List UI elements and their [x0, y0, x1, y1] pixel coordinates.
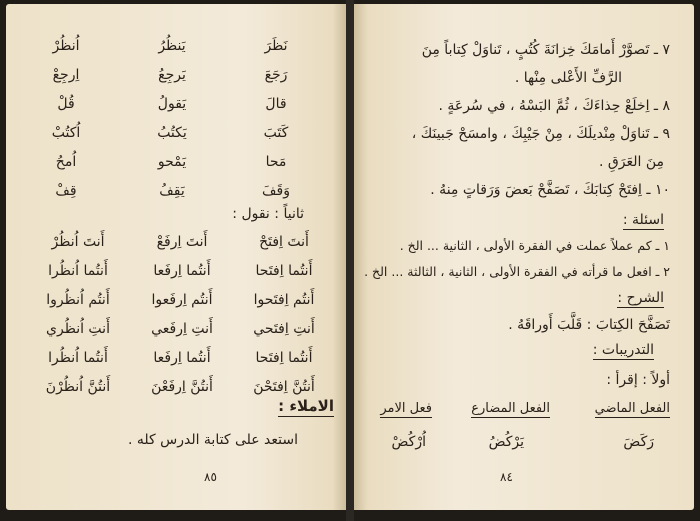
line-8: ٨ ـ اِخلَعْ حِذاءَكَ ، ثُمَّ البَسْهُ ، في سُرعَةٍ .	[438, 98, 670, 114]
table-cell: يَرجِعُ	[158, 67, 186, 83]
sharh-heading: الشرح :	[617, 290, 664, 306]
table-cell: أَنتُم اِفتَحوا	[253, 292, 315, 308]
table-cell: اُنظُرْ	[52, 38, 80, 54]
example-mudari: يَرْكُضُ	[488, 434, 524, 450]
line-9a: ٩ ـ تَناوَلْ مِنْديلَكَ ، مِنْ جَيْبِكَ ، وامسَحْ جَبينَكَ ،	[411, 126, 670, 142]
table-cell: أَنتُما اِفتَحا	[255, 263, 313, 279]
table-cell: أَنتَ اُنظُرْ	[51, 234, 105, 250]
table-cell: رَجَعَ	[264, 67, 288, 83]
question-1: ١ ـ كم عملاً عملت في الفقرة الأولى ، الثانية ... الخ .	[399, 238, 670, 253]
col-header-madi: الفعل الماضي	[594, 401, 670, 416]
sharh-text: تَصَفَّحَ الكِتابَ : قَلَّبَ أَوراقَهُ .	[508, 317, 670, 333]
table-cell: يَمْحو	[157, 154, 187, 170]
pron-table-column	[28, 228, 128, 402]
table-cell: أَنتُما اِفتَحا	[255, 350, 313, 366]
table-cell: أَنتِ اِفتَحي	[253, 321, 315, 337]
table-cell: يَقولُ	[157, 96, 187, 112]
table-cell: يَقِفُ	[159, 183, 185, 199]
table-cell: مَحا	[265, 154, 287, 170]
col-header-amr: فعل الامر	[380, 401, 432, 416]
table-cell: كَتَبَ	[263, 125, 289, 141]
table-cell: قِفْ	[55, 183, 77, 199]
thaniyan-label: ثانياً : نقول :	[232, 206, 304, 222]
imla-text: استعد على كتابة الدرس كله .	[127, 432, 298, 448]
col-header-mudari: الفعل المضارع	[471, 401, 550, 416]
imla-heading: الاملاء :	[278, 397, 334, 415]
right-page	[354, 4, 694, 510]
tadribat-heading: التدريبات :	[592, 342, 654, 358]
table-cell: اِرجِعْ	[52, 67, 80, 83]
table-cell: أَنتُم اُنظُروا	[46, 292, 110, 308]
line-9b: مِنَ العَرَقِ .	[598, 154, 664, 170]
table-cell: أَنتُما اِرفَعا	[153, 263, 211, 279]
table-cell: قالَ	[265, 96, 287, 112]
verb-table-column	[124, 32, 220, 206]
verb-table-column	[18, 32, 114, 206]
table-cell: أَنتُنَّ اِرفَعْنَ	[151, 379, 213, 395]
table-cell: اُمحُ	[55, 154, 77, 170]
awwalan-label: أولاً : إقرأ :	[606, 372, 670, 388]
pron-table-column	[234, 228, 334, 402]
table-cell: اُكتُبْ	[51, 125, 81, 141]
line-7b: الرَّفِّ الأَعْلى مِنْها .	[514, 70, 622, 86]
table-cell: أَنتِ اُنظُري	[46, 321, 110, 337]
table-cell: أَنتُما اُنظُرا	[48, 350, 108, 366]
line-7a: ٧ ـ تَصوَّرْ أَمامَكَ خِزانَةَ كُتُبٍ ، تَناوَلْ كِتاباً مِنَ	[421, 42, 670, 58]
line-10: ١٠ ـ اِفتَحْ كِتابَكَ ، تَصَفَّحْ بَعضَ وَرَقاتٍ مِنهُ .	[430, 182, 670, 198]
table-cell: يَنظُرُ	[158, 38, 186, 54]
table-cell: يَكتُبُ	[157, 125, 187, 141]
table-cell: أَنتَ اِفتَحْ	[259, 234, 309, 250]
table-cell: أَنتِ اِرفَعي	[151, 321, 213, 337]
pron-table-column	[132, 228, 232, 402]
example-madi: رَكَضَ	[623, 434, 654, 450]
table-cell: قُلْ	[57, 96, 75, 112]
table-cell: أَنتُما اُنظُرا	[48, 263, 108, 279]
verb-table-column	[228, 32, 324, 206]
book-spine	[346, 0, 354, 521]
page-number-left: ٨٥	[204, 470, 217, 484]
page-number-right: ٨٤	[500, 470, 513, 484]
table-cell: أَنتَ اِرفَعْ	[156, 234, 208, 250]
table-cell: وَقَفَ	[262, 183, 290, 199]
table-cell: أَنتُم اِرفَعوا	[151, 292, 213, 308]
left-page	[6, 4, 346, 510]
table-cell: أَنتُنَّ اِفتَحْنَ	[253, 379, 315, 395]
table-cell: أَنتُنَّ اُنظُرْنَ	[45, 379, 111, 395]
example-amr: اُرْكُضْ	[391, 434, 426, 450]
table-cell: أَنتُما اِرفَعا	[153, 350, 211, 366]
asila-heading: اسئلة :	[622, 212, 664, 228]
question-2: ٢ ـ افعل ما قرأته في الفقرة الأولى ، الثانية ، الثالثة ... الخ .	[364, 264, 670, 279]
table-cell: نَظَرَ	[264, 38, 288, 54]
